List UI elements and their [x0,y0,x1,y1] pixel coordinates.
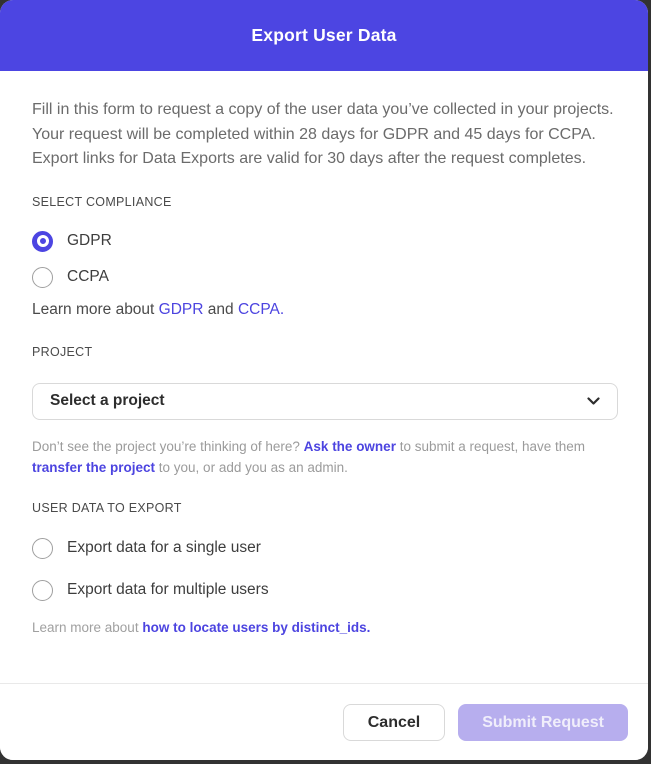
radio-icon-multiple-users[interactable] [32,580,53,601]
helper-text-1: Don’t see the project you’re thinking of here? [32,438,304,454]
helper-text-3: to you, or add you as an admin. [155,459,348,475]
chevron-down-icon [587,397,600,406]
compliance-learn-more [32,301,618,319]
radio-label-ccpa: CCPA [67,268,109,285]
dialog-footer [0,683,648,760]
radio-option-single-user[interactable] [32,538,261,559]
user-data-section-label: USER DATA TO EXPORT [32,500,182,515]
dialog-body [0,71,648,683]
radio-label-single-user: Export data for a single user [67,539,261,556]
compliance-section-label: SELECT COMPLIANCE [32,194,172,209]
radio-option-gdpr[interactable] [32,231,112,252]
learn-more-prefix: Learn more about [32,300,159,318]
radio-option-multiple-users[interactable] [32,580,269,601]
ccpa-link[interactable]: CCPA. [237,300,285,318]
radio-label-multiple-users: Export data for multiple users [67,581,269,598]
dialog-title: Export User Data [251,25,397,45]
radio-label-gdpr: GDPR [67,232,112,249]
distinct-ids-link[interactable]: how to locate users by distinct_ids. [142,619,371,635]
project-section-label: PROJECT [32,344,93,359]
radio-icon-single-user[interactable] [32,538,53,559]
project-select-value: Select a project [50,392,165,409]
project-helper-text [32,436,618,478]
gdpr-link[interactable]: GDPR [158,300,204,318]
learn-more-middle: and [203,300,238,318]
transfer-the-project-link[interactable]: transfer the project [32,459,156,475]
project-select[interactable] [32,383,618,420]
radio-option-ccpa[interactable] [32,267,109,288]
submit-request-button[interactable]: Submit Request [458,704,628,741]
ask-the-owner-link[interactable]: Ask the owner [303,438,396,454]
dialog-header [0,0,648,71]
helper-text-2: to submit a request, have them [395,438,586,454]
intro-text: Fill in this form to request a copy of the user data you’ve collected in your projects. Your request will be completed within 28 days for GDPR and 45 days for CCPA. Export links for Data Exports are valid for 30 days after the request completes. [32,101,614,167]
distinct-ids-prefix: Learn more about [32,619,143,635]
cancel-button[interactable]: Cancel [343,704,445,741]
distinct-ids-learn-more [32,620,618,635]
radio-icon-ccpa[interactable] [32,267,53,288]
radio-icon-gdpr[interactable] [32,231,53,252]
